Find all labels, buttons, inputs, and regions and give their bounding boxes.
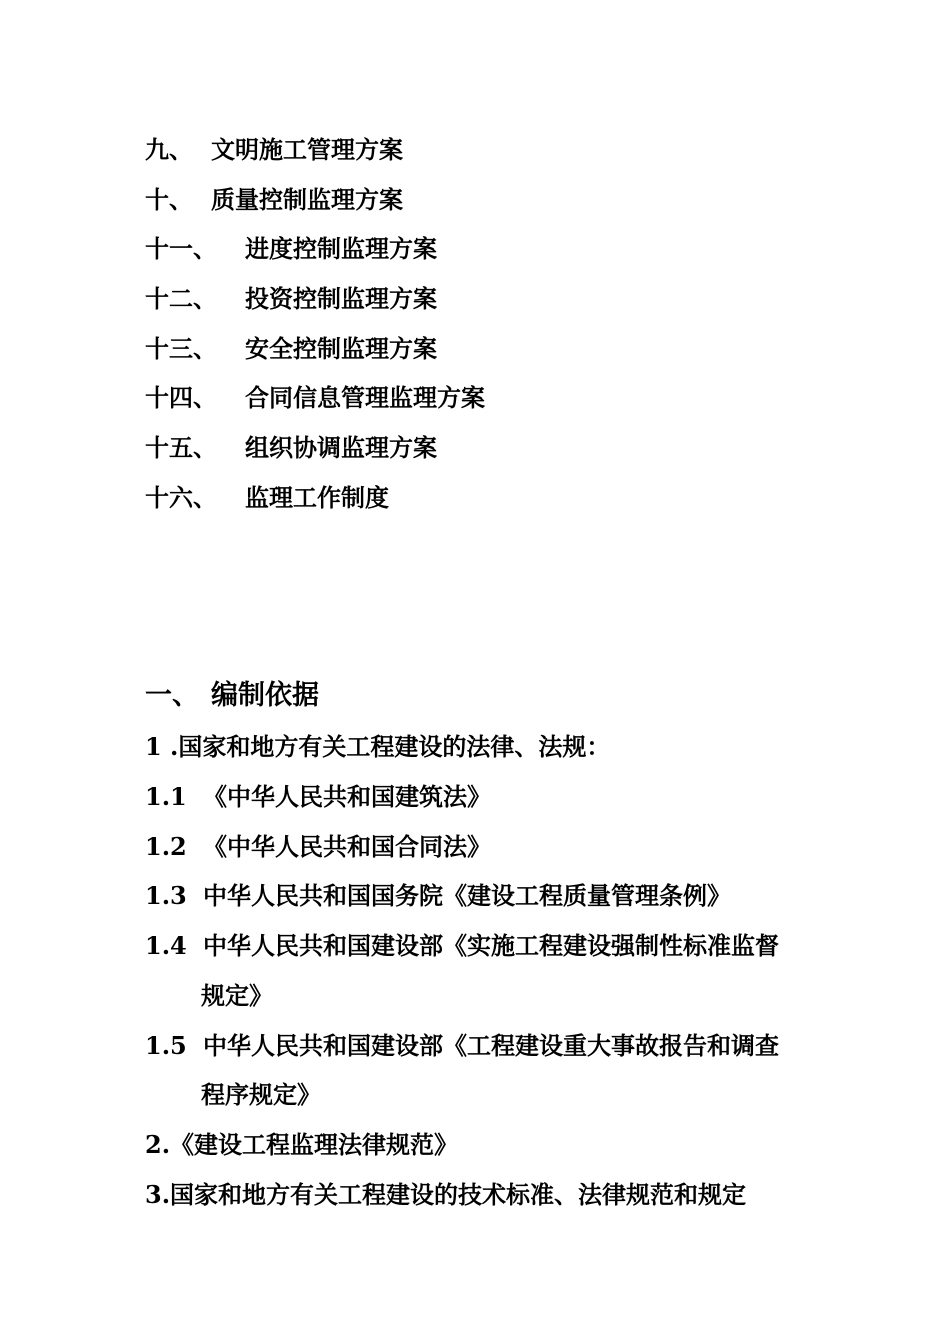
toc-title: 投资控制监理方案 [245,284,437,313]
reference-number: 1.2 [145,832,187,861]
toc-number: 十五、 [145,433,217,462]
toc-title: 质量控制监理方案 [211,185,403,214]
reference-item-1-4-continuation: 规定》 [201,981,273,1010]
toc-number: 九、 [145,135,193,164]
toc-title: 合同信息管理监理方案 [245,383,485,412]
toc-item-16 [145,483,389,513]
toc-number: 十三、 [145,334,217,363]
reference-item-1-5-continuation: 程序规定》 [201,1080,321,1109]
reference-number: 1.5 [145,1031,187,1060]
reference-item-1-4 [145,931,779,961]
reference-text: 《中华人民共和国合同法》 [203,832,491,861]
toc-number: 十二、 [145,284,217,313]
toc-title: 进度控制监理方案 [245,234,437,263]
toc-item-10 [145,185,403,215]
paragraph-item-3: 3.国家和地方有关工程建设的技术标准、法律规范和规定 [145,1180,747,1209]
toc-title: 组织协调监理方案 [245,433,437,462]
toc-number: 十、 [145,185,193,214]
paragraph-item-2: 2.《建设工程监理法律规范》 [145,1130,459,1159]
reference-item-1-5 [145,1031,779,1061]
toc-item-14 [145,383,485,413]
toc-item-9 [145,135,403,165]
toc-title: 安全控制监理方案 [245,334,437,363]
reference-number: 1.3 [145,881,187,910]
reference-text: 中华人民共和国建设部《工程建设重大事故报告和调查 [203,1031,779,1060]
reference-text: 《中华人民共和国建筑法》 [203,782,491,811]
reference-item-1-3 [145,881,731,911]
toc-item-12 [145,284,437,314]
reference-text: 中华人民共和国国务院《建设工程质量管理条例》 [203,881,731,910]
section-title: 编制依据 [211,680,319,711]
reference-number: 1.4 [145,931,187,960]
toc-item-11 [145,234,437,264]
toc-number: 十四、 [145,383,217,412]
toc-title: 文明施工管理方案 [211,135,403,164]
toc-title: 监理工作制度 [245,483,389,512]
toc-item-15 [145,433,437,463]
toc-number: 十一、 [145,234,217,263]
toc-item-13 [145,334,437,364]
reference-item-1-2 [145,832,491,862]
reference-text: 中华人民共和国建设部《实施工程建设强制性标准监督 [203,931,779,960]
reference-item-1-1 [145,782,491,812]
reference-number: 1.1 [145,782,187,811]
section-heading [145,681,319,711]
section-number: 一、 [145,680,199,711]
paragraph-item-1: 1 .国家和地方有关工程建设的法律、法规： [145,732,611,761]
toc-number: 十六、 [145,483,217,512]
